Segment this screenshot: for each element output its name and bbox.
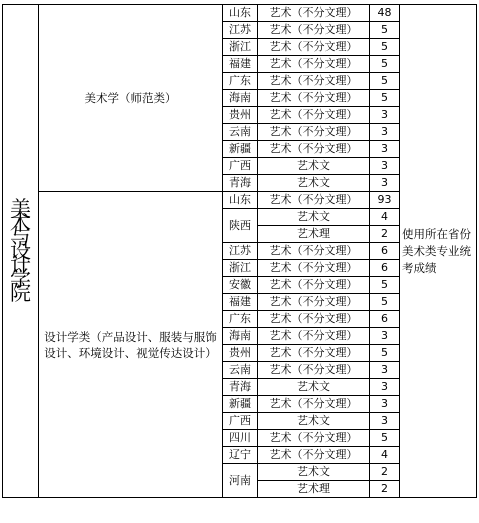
category-cell: 艺术（不分文理） [258,345,370,362]
category-cell: 艺术（不分文理） [258,311,370,328]
category-cell: 艺术（不分文理） [258,260,370,277]
count-cell: 5 [370,56,400,73]
province-cell: 浙江 [223,260,258,277]
province-cell: 河南 [223,464,258,498]
count-cell: 3 [370,413,400,430]
count-cell: 5 [370,22,400,39]
count-cell: 3 [370,107,400,124]
province-cell: 广西 [223,413,258,430]
count-cell: 5 [370,277,400,294]
category-cell: 艺术文 [258,209,370,226]
major-name: 美术学（师范类） [84,91,177,105]
category-cell: 艺术文 [258,379,370,396]
province-cell: 广西 [223,158,258,175]
category-cell: 艺术（不分文理） [258,430,370,447]
count-cell: 4 [370,447,400,464]
category-cell: 艺术（不分文理） [258,243,370,260]
count-cell: 3 [370,362,400,379]
count-cell: 6 [370,243,400,260]
province-cell: 新疆 [223,396,258,413]
province-cell: 海南 [223,90,258,107]
count-cell: 3 [370,328,400,345]
count-cell: 3 [370,141,400,158]
count-cell: 5 [370,73,400,90]
category-cell: 艺术文 [258,413,370,430]
category-cell: 艺术（不分文理） [258,5,370,22]
province-cell: 福建 [223,56,258,73]
category-cell: 艺术（不分文理） [258,141,370,158]
count-cell: 5 [370,39,400,56]
province-cell: 辽宁 [223,447,258,464]
note-text: 使用所在省份美术类专业统考成绩 [402,226,471,275]
note-cell [400,5,477,498]
category-cell: 艺术（不分文理） [258,294,370,311]
count-cell: 6 [370,311,400,328]
count-cell: 3 [370,124,400,141]
province-cell: 浙江 [223,39,258,56]
count-cell: 93 [370,192,400,209]
province-cell: 贵州 [223,345,258,362]
category-cell: 艺术（不分文理） [258,107,370,124]
province-cell: 青海 [223,379,258,396]
category-cell: 艺术文 [258,175,370,192]
count-cell: 2 [370,481,400,498]
category-cell: 艺术（不分文理） [258,90,370,107]
table-row [3,5,477,22]
count-cell: 3 [370,175,400,192]
count-cell: 5 [370,345,400,362]
province-cell: 云南 [223,362,258,379]
province-cell: 陕西 [223,209,258,243]
college-name: 美术与设计学院 [10,197,31,305]
province-cell: 四川 [223,430,258,447]
count-cell: 3 [370,158,400,175]
category-cell: 艺术（不分文理） [258,22,370,39]
count-cell: 5 [370,430,400,447]
count-cell: 5 [370,294,400,311]
category-cell: 艺术（不分文理） [258,39,370,56]
province-cell: 山东 [223,5,258,22]
province-cell: 江苏 [223,243,258,260]
category-cell: 艺术文 [258,158,370,175]
category-cell: 艺术文 [258,464,370,481]
category-cell: 艺术（不分文理） [258,192,370,209]
count-cell: 2 [370,226,400,243]
count-cell: 6 [370,260,400,277]
province-cell: 海南 [223,328,258,345]
category-cell: 艺术（不分文理） [258,362,370,379]
province-cell: 广东 [223,73,258,90]
enrollment-quota-table [2,4,477,498]
category-cell: 艺术（不分文理） [258,124,370,141]
category-cell: 艺术理 [258,226,370,243]
province-cell: 江苏 [223,22,258,39]
major-name: 设计学类（产品设计、服装与服饰设计、环境设计、视觉传达设计） [44,329,217,360]
province-cell: 山东 [223,192,258,209]
province-cell: 云南 [223,124,258,141]
category-cell: 艺术（不分文理） [258,447,370,464]
province-cell: 贵州 [223,107,258,124]
category-cell: 艺术（不分文理） [258,73,370,90]
count-cell: 2 [370,464,400,481]
major-cell [39,5,223,192]
category-cell: 艺术（不分文理） [258,328,370,345]
count-cell: 48 [370,5,400,22]
count-cell: 4 [370,209,400,226]
province-cell: 新疆 [223,141,258,158]
count-cell: 3 [370,379,400,396]
category-cell: 艺术（不分文理） [258,396,370,413]
count-cell: 3 [370,396,400,413]
college-cell [3,5,39,498]
province-cell: 青海 [223,175,258,192]
major-cell [39,192,223,498]
count-cell: 5 [370,90,400,107]
category-cell: 艺术理 [258,481,370,498]
province-cell: 福建 [223,294,258,311]
category-cell: 艺术（不分文理） [258,277,370,294]
province-cell: 广东 [223,311,258,328]
province-cell: 安徽 [223,277,258,294]
category-cell: 艺术（不分文理） [258,56,370,73]
